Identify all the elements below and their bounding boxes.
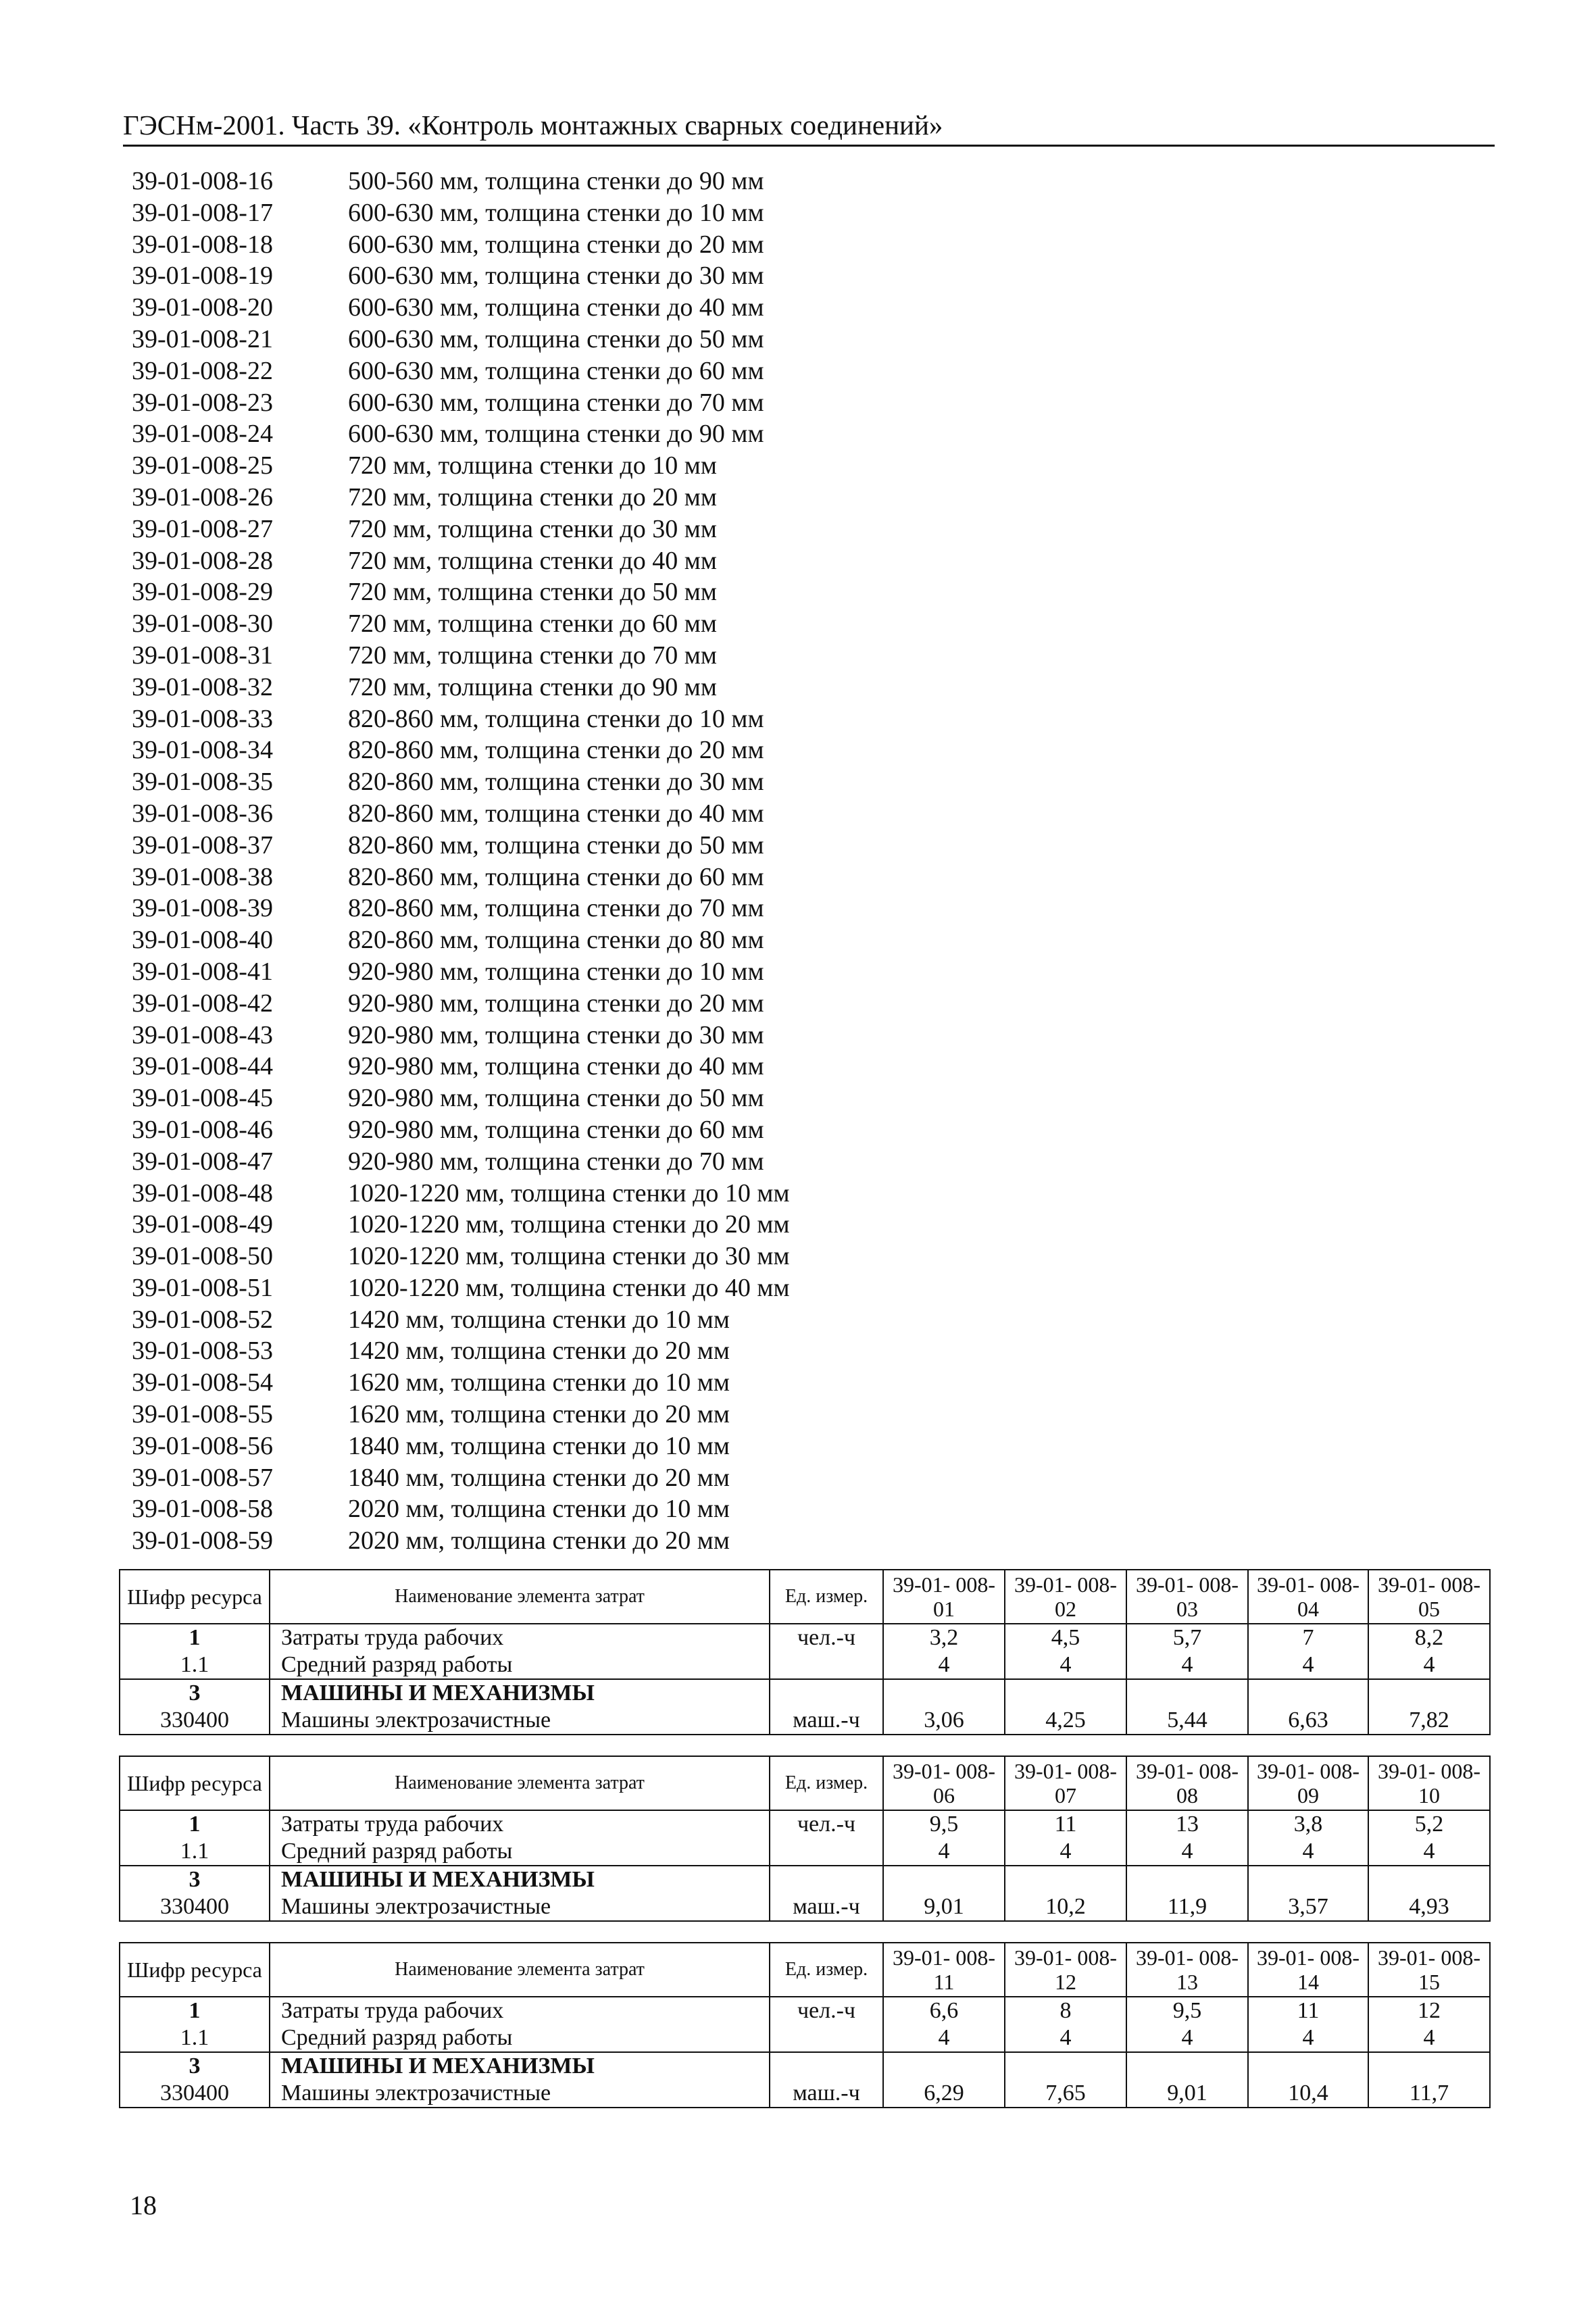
value-cell: 7,65 (1005, 2080, 1126, 2108)
value-cell (1005, 2052, 1126, 2080)
item-code: 39-01-008-32 (132, 672, 273, 701)
value-cell: 4 (1126, 1651, 1248, 1679)
value-cell: 4 (1005, 2024, 1126, 2052)
cost-table-3 (119, 1942, 1491, 2108)
resource-code: 3 (120, 1866, 270, 1893)
value-cell: 4,5 (1005, 1624, 1126, 1651)
item-code: 39-01-008-17 (132, 198, 273, 227)
item-description: 820-860 мм, толщина стенки до 60 мм (348, 862, 764, 891)
header-norm-code: 39-01- 008-05 (1368, 1570, 1490, 1624)
item-description: 820-860 мм, толщина стенки до 50 мм (348, 830, 764, 860)
list-item (132, 260, 790, 292)
list-item (132, 735, 790, 766)
header-code: Шифр ресурса (120, 1570, 270, 1624)
value-cell (883, 1679, 1005, 1707)
list-item (132, 450, 790, 482)
value-cell: 11,7 (1368, 2080, 1490, 2108)
table-row (120, 1679, 1490, 1707)
header-norm-code: 39-01- 008-04 (1248, 1570, 1368, 1624)
cost-element-name: Машины электрозачистные (270, 1707, 770, 1735)
value-cell: 4,93 (1368, 1893, 1490, 1921)
table-row (120, 2052, 1490, 2080)
item-description: 600-630 мм, толщина стенки до 30 мм (348, 262, 764, 291)
value-cell (1248, 1679, 1368, 1707)
page-header: ГЭСНм-2001. Часть 39. «Контроль монтажных сварных соединений» (123, 108, 1495, 147)
item-code: 39-01-008-29 (132, 578, 273, 607)
header-norm-code: 39-01- 008-07 (1005, 1756, 1126, 1810)
value-cell (1248, 1866, 1368, 1893)
cost-element-name: Средний разряд работы (270, 2024, 770, 2052)
item-description: 600-630 мм, толщина стенки до 60 мм (348, 356, 764, 385)
item-code: 39-01-008-45 (132, 1084, 273, 1113)
unit-cell: маш.-ч (770, 2080, 883, 2108)
value-cell (1126, 1679, 1248, 1707)
item-code: 39-01-008-52 (132, 1305, 273, 1334)
item-code: 39-01-008-59 (132, 1526, 273, 1555)
list-item (132, 672, 790, 703)
value-cell: 9,01 (1126, 2080, 1248, 2108)
list-item (132, 482, 790, 514)
value-cell (1248, 2052, 1368, 2080)
item-code: 39-01-008-34 (132, 736, 273, 765)
item-description: 920-980 мм, толщина стенки до 60 мм (348, 1115, 764, 1144)
header-norm-code: 39-01- 008-14 (1248, 1943, 1368, 1997)
item-description: 2020 мм, толщина стенки до 10 мм (348, 1495, 730, 1524)
list-item (132, 893, 790, 924)
header-norm-code: 39-01- 008-10 (1368, 1756, 1490, 1810)
item-description: 1620 мм, толщина стенки до 20 мм (348, 1400, 730, 1429)
resource-code: 3 (120, 1679, 270, 1707)
list-item (132, 387, 790, 419)
item-code: 39-01-008-54 (132, 1368, 273, 1397)
list-item (132, 1399, 790, 1430)
value-cell: 9,5 (883, 1810, 1005, 1838)
cost-element-name: Затраты труда рабочих (270, 1624, 770, 1651)
value-cell: 4 (883, 2024, 1005, 2052)
item-description: 600-630 мм, толщина стенки до 20 мм (348, 230, 764, 259)
value-cell: 4 (1005, 1651, 1126, 1679)
value-cell: 4 (1368, 1651, 1490, 1679)
item-code: 39-01-008-56 (132, 1431, 273, 1460)
list-item (132, 576, 790, 608)
table-row (120, 1838, 1490, 1866)
cost-element-name: Средний разряд работы (270, 1651, 770, 1679)
item-description: 720 мм, толщина стенки до 10 мм (348, 451, 717, 480)
cost-element-name: МАШИНЫ И МЕХАНИЗМЫ (270, 2052, 770, 2080)
value-cell: 6,63 (1248, 1707, 1368, 1735)
value-cell: 4 (1005, 1838, 1126, 1866)
item-description: 920-980 мм, толщина стенки до 50 мм (348, 1084, 764, 1113)
unit-cell: чел.-ч (770, 1810, 883, 1838)
item-code: 39-01-008-16 (132, 167, 273, 195)
item-description: 1020-1220 мм, толщина стенки до 10 мм (348, 1178, 790, 1208)
item-description: 820-860 мм, толщина стенки до 70 мм (348, 894, 764, 923)
list-item (132, 1493, 790, 1525)
list-item (132, 956, 790, 988)
value-cell: 12 (1368, 1997, 1490, 2024)
item-description: 820-860 мм, толщина стенки до 10 мм (348, 704, 764, 733)
resource-code: 1 (120, 1810, 270, 1838)
value-cell: 3,06 (883, 1707, 1005, 1735)
table-row (120, 1624, 1490, 1651)
list-item (132, 703, 790, 735)
header-unit: Ед. измер. (770, 1570, 883, 1624)
item-code: 39-01-008-35 (132, 768, 273, 797)
value-cell: 3,8 (1248, 1810, 1368, 1838)
value-cell: 6,6 (883, 1997, 1005, 2024)
value-cell: 4 (1248, 1838, 1368, 1866)
list-item (132, 1462, 790, 1494)
value-cell (1368, 1866, 1490, 1893)
list-item (132, 197, 790, 229)
header-norm-code: 39-01- 008-03 (1126, 1570, 1248, 1624)
value-cell (1005, 1866, 1126, 1893)
value-cell: 3,57 (1248, 1893, 1368, 1921)
item-code: 39-01-008-53 (132, 1337, 273, 1366)
value-cell: 11 (1248, 1997, 1368, 2024)
value-cell (1368, 2052, 1490, 2080)
header-name: Наименование элемента затрат (270, 1756, 770, 1810)
list-item (132, 1020, 790, 1051)
unit-cell (770, 1679, 883, 1707)
item-code: 39-01-008-40 (132, 926, 273, 955)
header-norm-code: 39-01- 008-06 (883, 1756, 1005, 1810)
list-item (132, 1178, 790, 1210)
cost-element-name: Машины электрозачистные (270, 1893, 770, 1921)
header-norm-code: 39-01- 008-02 (1005, 1570, 1126, 1624)
unit-cell: маш.-ч (770, 1893, 883, 1921)
header-code: Шифр ресурса (120, 1943, 270, 1997)
table-row (120, 2024, 1490, 2052)
value-cell: 4 (1368, 1838, 1490, 1866)
item-code: 39-01-008-41 (132, 957, 273, 986)
cost-element-name: Затраты труда рабочих (270, 1810, 770, 1838)
list-item (132, 1082, 790, 1114)
value-cell: 5,44 (1126, 1707, 1248, 1735)
list-item (132, 1304, 790, 1336)
resource-code: 330400 (120, 1893, 270, 1921)
item-description: 920-980 мм, толщина стенки до 70 мм (348, 1147, 764, 1176)
item-description: 720 мм, толщина стенки до 40 мм (348, 546, 717, 575)
item-code: 39-01-008-24 (132, 420, 273, 449)
value-cell (1126, 1866, 1248, 1893)
resource-code: 1.1 (120, 2024, 270, 2052)
unit-cell (770, 1866, 883, 1893)
list-item (132, 1525, 790, 1557)
item-code: 39-01-008-37 (132, 830, 273, 860)
item-description: 720 мм, толщина стенки до 30 мм (348, 514, 717, 543)
cost-element-name: Затраты труда рабочих (270, 1997, 770, 2024)
value-cell: 8 (1005, 1997, 1126, 2024)
header-code: Шифр ресурса (120, 1756, 270, 1810)
list-item (132, 988, 790, 1020)
value-cell: 4 (1248, 1651, 1368, 1679)
item-code: 39-01-008-26 (132, 482, 273, 512)
item-code: 39-01-008-47 (132, 1147, 273, 1176)
value-cell: 11,9 (1126, 1893, 1248, 1921)
item-code: 39-01-008-43 (132, 1020, 273, 1049)
item-description: 1840 мм, толщина стенки до 10 мм (348, 1431, 730, 1460)
item-code: 39-01-008-21 (132, 324, 273, 353)
header-name: Наименование элемента затрат (270, 1570, 770, 1624)
cost-table-2 (119, 1756, 1491, 1922)
unit-cell: чел.-ч (770, 1624, 883, 1651)
value-cell: 6,29 (883, 2080, 1005, 2108)
item-code: 39-01-008-33 (132, 704, 273, 733)
item-code: 39-01-008-58 (132, 1495, 273, 1524)
item-list (132, 166, 790, 1557)
item-code: 39-01-008-49 (132, 1210, 273, 1239)
item-code: 39-01-008-31 (132, 641, 273, 670)
page-number: 18 (130, 2190, 157, 2220)
list-item (132, 1146, 790, 1178)
header-norm-code: 39-01- 008-08 (1126, 1756, 1248, 1810)
item-description: 1420 мм, толщина стенки до 10 мм (348, 1305, 730, 1334)
value-cell: 4 (1368, 2024, 1490, 2052)
item-description: 920-980 мм, толщина стенки до 10 мм (348, 957, 764, 986)
header-norm-code: 39-01- 008-13 (1126, 1943, 1248, 1997)
value-cell (1126, 2052, 1248, 2080)
value-cell: 13 (1126, 1810, 1248, 1838)
list-item (132, 355, 790, 387)
item-description: 720 мм, толщина стенки до 70 мм (348, 641, 717, 670)
item-description: 1020-1220 мм, толщина стенки до 20 мм (348, 1210, 790, 1239)
resource-code: 330400 (120, 1707, 270, 1735)
item-description: 720 мм, толщина стенки до 60 мм (348, 609, 717, 639)
item-description: 820-860 мм, толщина стенки до 40 мм (348, 799, 764, 828)
list-item (132, 1114, 790, 1146)
value-cell: 3,2 (883, 1624, 1005, 1651)
item-code: 39-01-008-19 (132, 262, 273, 291)
list-item (132, 830, 790, 862)
item-description: 920-980 мм, толщина стенки до 30 мм (348, 1020, 764, 1049)
unit-cell: маш.-ч (770, 1707, 883, 1735)
item-description: 1020-1220 мм, толщина стенки до 30 мм (348, 1242, 790, 1271)
list-item (132, 1430, 790, 1462)
value-cell: 5,7 (1126, 1624, 1248, 1651)
list-item (132, 514, 790, 545)
table-header-row (120, 1943, 1490, 1997)
item-description: 820-860 мм, толщина стенки до 30 мм (348, 768, 764, 797)
list-item (132, 640, 790, 672)
list-item (132, 862, 790, 893)
cost-element-name: Машины электрозачистные (270, 2080, 770, 2108)
header-norm-code: 39-01- 008-11 (883, 1943, 1005, 1997)
item-code: 39-01-008-44 (132, 1052, 273, 1081)
item-description: 600-630 мм, толщина стенки до 10 мм (348, 198, 764, 227)
value-cell: 4,25 (1005, 1707, 1126, 1735)
item-code: 39-01-008-51 (132, 1273, 273, 1302)
item-code: 39-01-008-50 (132, 1242, 273, 1271)
value-cell: 8,2 (1368, 1624, 1490, 1651)
item-description: 1840 мм, толщина стенки до 20 мм (348, 1463, 730, 1492)
item-description: 600-630 мм, толщина стенки до 40 мм (348, 293, 764, 322)
item-description: 720 мм, толщина стенки до 20 мм (348, 482, 717, 512)
unit-cell (770, 2024, 883, 2052)
value-cell: 9,5 (1126, 1997, 1248, 2024)
list-item (132, 292, 790, 324)
table-row (120, 1810, 1490, 1838)
table-row (120, 2080, 1490, 2108)
item-code: 39-01-008-27 (132, 514, 273, 543)
resource-code: 1 (120, 1624, 270, 1651)
table-row (120, 1707, 1490, 1735)
cost-element-name: Средний разряд работы (270, 1838, 770, 1866)
value-cell: 10,4 (1248, 2080, 1368, 2108)
table-row (120, 1651, 1490, 1679)
value-cell: 10,2 (1005, 1893, 1126, 1921)
item-code: 39-01-008-38 (132, 862, 273, 891)
list-item (132, 766, 790, 798)
item-description: 1620 мм, толщина стенки до 10 мм (348, 1368, 730, 1397)
item-code: 39-01-008-55 (132, 1400, 273, 1429)
cost-element-name: МАШИНЫ И МЕХАНИЗМЫ (270, 1866, 770, 1893)
item-description: 720 мм, толщина стенки до 90 мм (348, 672, 717, 701)
value-cell: 4 (1248, 2024, 1368, 2052)
item-code: 39-01-008-22 (132, 356, 273, 385)
resource-code: 330400 (120, 2080, 270, 2108)
list-item (132, 1051, 790, 1082)
list-item (132, 229, 790, 261)
list-item (132, 1335, 790, 1367)
resource-code: 1.1 (120, 1651, 270, 1679)
list-item (132, 324, 790, 355)
resource-code: 1.1 (120, 1838, 270, 1866)
value-cell: 4 (883, 1838, 1005, 1866)
value-cell: 9,01 (883, 1893, 1005, 1921)
item-code: 39-01-008-48 (132, 1178, 273, 1208)
item-code: 39-01-008-23 (132, 388, 273, 417)
item-code: 39-01-008-28 (132, 546, 273, 575)
item-code: 39-01-008-39 (132, 894, 273, 923)
list-item (132, 1272, 790, 1304)
value-cell: 4 (1126, 2024, 1248, 2052)
value-cell: 11 (1005, 1810, 1126, 1838)
item-description: 920-980 мм, толщина стенки до 20 мм (348, 989, 764, 1018)
table-row (120, 1997, 1490, 2024)
value-cell: 7,82 (1368, 1707, 1490, 1735)
unit-cell (770, 2052, 883, 2080)
item-code: 39-01-008-46 (132, 1115, 273, 1144)
table-header-row (120, 1570, 1490, 1624)
list-item (132, 924, 790, 956)
item-description: 600-630 мм, толщина стенки до 70 мм (348, 388, 764, 417)
item-code: 39-01-008-18 (132, 230, 273, 259)
resource-code: 1 (120, 1997, 270, 2024)
table-header-row (120, 1756, 1490, 1810)
value-cell: 4 (1126, 1838, 1248, 1866)
item-description: 600-630 мм, толщина стенки до 90 мм (348, 420, 764, 449)
table-row (120, 1893, 1490, 1921)
item-description: 820-860 мм, толщина стенки до 80 мм (348, 926, 764, 955)
header-unit: Ед. измер. (770, 1943, 883, 1997)
value-cell (883, 2052, 1005, 2080)
value-cell: 7 (1248, 1624, 1368, 1651)
unit-cell (770, 1651, 883, 1679)
item-code: 39-01-008-20 (132, 293, 273, 322)
header-norm-code: 39-01- 008-15 (1368, 1943, 1490, 1997)
item-description: 1020-1220 мм, толщина стенки до 40 мм (348, 1273, 790, 1302)
item-description: 500-560 мм, толщина стенки до 90 мм (348, 167, 764, 195)
header-name: Наименование элемента затрат (270, 1943, 770, 1997)
item-description: 820-860 мм, толщина стенки до 20 мм (348, 736, 764, 765)
item-description: 920-980 мм, толщина стенки до 40 мм (348, 1052, 764, 1081)
list-item (132, 545, 790, 577)
item-description: 2020 мм, толщина стенки до 20 мм (348, 1526, 730, 1555)
item-code: 39-01-008-25 (132, 451, 273, 480)
resource-code: 3 (120, 2052, 270, 2080)
cost-table-1 (119, 1569, 1491, 1735)
list-item (132, 166, 790, 197)
list-item (132, 1241, 790, 1272)
item-code: 39-01-008-30 (132, 609, 273, 639)
item-description: 1420 мм, толщина стенки до 20 мм (348, 1337, 730, 1366)
value-cell (1005, 1679, 1126, 1707)
cost-element-name: МАШИНЫ И МЕХАНИЗМЫ (270, 1679, 770, 1707)
item-description: 720 мм, толщина стенки до 50 мм (348, 578, 717, 607)
header-norm-code: 39-01- 008-09 (1248, 1756, 1368, 1810)
item-code: 39-01-008-57 (132, 1463, 273, 1492)
list-item (132, 1367, 790, 1399)
value-cell (883, 1866, 1005, 1893)
list-item (132, 798, 790, 830)
list-item (132, 608, 790, 640)
unit-cell (770, 1838, 883, 1866)
header-unit: Ед. измер. (770, 1756, 883, 1810)
item-code: 39-01-008-36 (132, 799, 273, 828)
value-cell: 4 (883, 1651, 1005, 1679)
table-row (120, 1866, 1490, 1893)
item-description: 600-630 мм, толщина стенки до 50 мм (348, 324, 764, 353)
item-code: 39-01-008-42 (132, 989, 273, 1018)
list-item (132, 1209, 790, 1241)
value-cell (1368, 1679, 1490, 1707)
header-norm-code: 39-01- 008-12 (1005, 1943, 1126, 1997)
unit-cell: чел.-ч (770, 1997, 883, 2024)
value-cell: 5,2 (1368, 1810, 1490, 1838)
list-item (132, 418, 790, 450)
header-norm-code: 39-01- 008-01 (883, 1570, 1005, 1624)
